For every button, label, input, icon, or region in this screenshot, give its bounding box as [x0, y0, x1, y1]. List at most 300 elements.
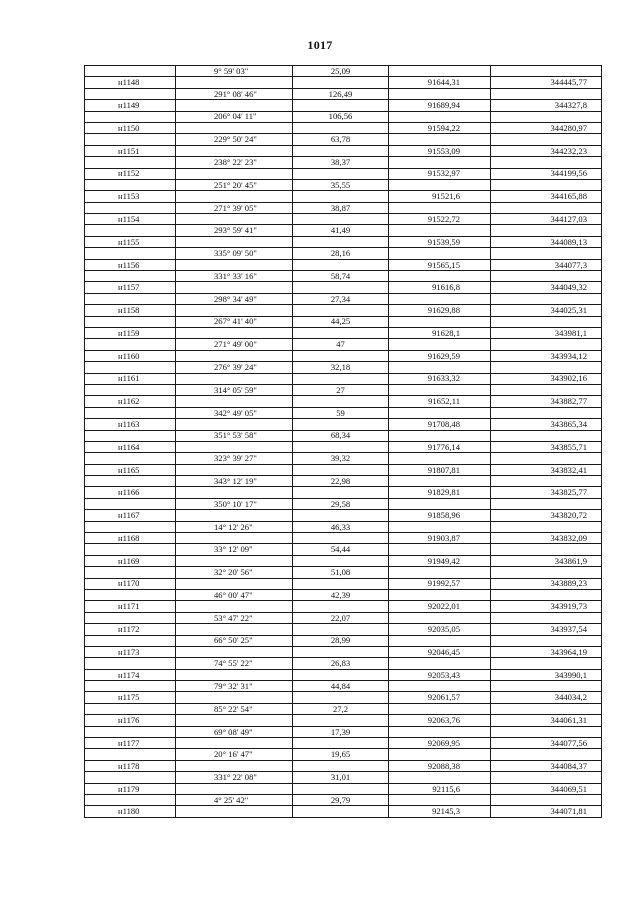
point-cell — [85, 66, 176, 77]
point-row — [85, 578, 602, 589]
y-cell — [491, 703, 602, 714]
point-cell — [85, 271, 176, 282]
distance-cell — [293, 624, 389, 635]
point-name: н1168 — [85, 533, 176, 544]
y-coordinate: 344199,56 — [491, 168, 602, 179]
y-cell — [491, 567, 602, 578]
segment-distance: 27,34 — [293, 293, 389, 304]
point-cell — [85, 544, 176, 555]
direction-angle: 351° 53' 58" — [176, 430, 293, 441]
x-coordinate: 91539,59 — [389, 236, 491, 247]
point-name: н1159 — [85, 327, 176, 338]
angle-cell — [176, 122, 293, 133]
distance-cell — [293, 760, 389, 771]
y-cell — [491, 316, 602, 327]
point-cell — [85, 111, 176, 122]
angle-cell — [176, 487, 293, 498]
x-cell — [389, 339, 491, 350]
angle-cell — [176, 259, 293, 270]
x-cell — [389, 88, 491, 99]
direction-angle: 323° 39' 27" — [176, 453, 293, 464]
segment-distance: 27 — [293, 384, 389, 395]
segment-row — [85, 430, 602, 441]
x-cell — [389, 248, 491, 259]
x-coordinate: 91521,6 — [389, 191, 491, 202]
point-cell — [85, 612, 176, 623]
segment-distance: 28,16 — [293, 248, 389, 259]
y-coordinate: 344077,56 — [491, 738, 602, 749]
x-coordinate: 91708,48 — [389, 419, 491, 430]
y-coordinate: 344084,37 — [491, 760, 602, 771]
angle-cell — [176, 236, 293, 247]
direction-angle: 267° 41' 40" — [176, 316, 293, 327]
angle-cell — [176, 191, 293, 202]
distance-cell — [293, 145, 389, 156]
distance-cell — [293, 738, 389, 749]
angle-cell — [176, 327, 293, 338]
point-row — [85, 373, 602, 384]
x-cell — [389, 703, 491, 714]
point-cell — [85, 134, 176, 145]
y-cell — [491, 66, 602, 77]
direction-angle: 342° 49' 05" — [176, 407, 293, 418]
distance-cell — [293, 783, 389, 794]
segment-row — [85, 202, 602, 213]
x-coordinate: 92069,95 — [389, 738, 491, 749]
direction-angle: 69° 08' 49" — [176, 726, 293, 737]
y-cell — [491, 430, 602, 441]
angle-cell — [176, 601, 293, 612]
x-cell — [389, 795, 491, 806]
y-coordinate: 344071,81 — [491, 806, 602, 817]
y-coordinate: 344061,31 — [491, 715, 602, 726]
point-row — [85, 624, 602, 635]
coordinates-table — [84, 65, 602, 818]
point-row — [85, 168, 602, 179]
y-cell — [491, 248, 602, 259]
point-name: н1166 — [85, 487, 176, 498]
direction-angle: 66° 50' 25" — [176, 635, 293, 646]
point-name: н1170 — [85, 578, 176, 589]
point-name: н1165 — [85, 464, 176, 475]
segment-distance: 35,55 — [293, 179, 389, 190]
x-cell — [389, 749, 491, 760]
direction-angle: 350° 10' 17" — [176, 498, 293, 509]
point-row — [85, 350, 602, 361]
point-row — [85, 214, 602, 225]
y-coordinate: 344034,2 — [491, 692, 602, 703]
segment-distance: 27,2 — [293, 703, 389, 714]
segment-distance: 32,18 — [293, 362, 389, 373]
segment-row — [85, 339, 602, 350]
distance-cell — [293, 214, 389, 225]
y-coordinate: 344445,77 — [491, 77, 602, 88]
point-cell — [85, 521, 176, 532]
angle-cell — [176, 100, 293, 111]
y-coordinate: 343902,16 — [491, 373, 602, 384]
distance-cell — [293, 510, 389, 521]
y-cell — [491, 134, 602, 145]
y-coordinate: 343820,72 — [491, 510, 602, 521]
x-coordinate: 92061,57 — [389, 692, 491, 703]
angle-cell — [176, 555, 293, 566]
angle-cell — [176, 282, 293, 293]
distance-cell — [293, 236, 389, 247]
x-cell — [389, 498, 491, 509]
direction-angle: 314° 05' 59" — [176, 384, 293, 395]
segment-row — [85, 726, 602, 737]
point-row — [85, 327, 602, 338]
point-name: н1156 — [85, 259, 176, 270]
segment-row — [85, 795, 602, 806]
angle-cell — [176, 373, 293, 384]
x-cell — [389, 635, 491, 646]
point-name: н1158 — [85, 305, 176, 316]
point-name: н1152 — [85, 168, 176, 179]
y-coordinate: 344165,88 — [491, 191, 602, 202]
y-cell — [491, 795, 602, 806]
point-cell — [85, 589, 176, 600]
point-cell — [85, 407, 176, 418]
point-name: н1150 — [85, 122, 176, 133]
y-coordinate: 343981,1 — [491, 327, 602, 338]
point-row — [85, 715, 602, 726]
point-row — [85, 533, 602, 544]
x-coordinate: 91807,81 — [389, 464, 491, 475]
y-cell — [491, 271, 602, 282]
x-cell — [389, 453, 491, 464]
page-number: 1017 — [307, 38, 333, 52]
segment-distance: 68,34 — [293, 430, 389, 441]
point-row — [85, 783, 602, 794]
segment-distance: 59 — [293, 407, 389, 418]
x-coordinate: 91522,72 — [389, 214, 491, 225]
angle-cell — [176, 646, 293, 657]
point-name: н1177 — [85, 738, 176, 749]
point-row — [85, 419, 602, 430]
point-row — [85, 282, 602, 293]
point-cell — [85, 476, 176, 487]
angle-cell — [176, 145, 293, 156]
distance-cell — [293, 305, 389, 316]
point-name: н1172 — [85, 624, 176, 635]
point-name: н1180 — [85, 806, 176, 817]
segment-distance: 26,83 — [293, 658, 389, 669]
point-name: н1169 — [85, 555, 176, 566]
point-cell — [85, 316, 176, 327]
segment-row — [85, 225, 602, 236]
distance-cell — [293, 464, 389, 475]
distance-cell — [293, 806, 389, 817]
y-cell — [491, 293, 602, 304]
point-row — [85, 464, 602, 475]
segment-row — [85, 316, 602, 327]
segment-row — [85, 681, 602, 692]
segment-distance: 63,78 — [293, 134, 389, 145]
y-cell — [491, 521, 602, 532]
x-coordinate: 91829,81 — [389, 487, 491, 498]
segment-row — [85, 362, 602, 373]
point-cell — [85, 225, 176, 236]
point-name: н1173 — [85, 646, 176, 657]
x-cell — [389, 202, 491, 213]
x-coordinate: 91992,57 — [389, 578, 491, 589]
y-coordinate: 344232,23 — [491, 145, 602, 156]
x-coordinate: 91949,42 — [389, 555, 491, 566]
y-coordinate: 343934,12 — [491, 350, 602, 361]
point-cell — [85, 157, 176, 168]
coordinates-table-body — [85, 66, 602, 818]
x-coordinate: 92035,05 — [389, 624, 491, 635]
y-coordinate: 344089,13 — [491, 236, 602, 247]
point-cell — [85, 362, 176, 373]
segment-distance: 51,08 — [293, 567, 389, 578]
segment-distance: 47 — [293, 339, 389, 350]
y-coordinate: 343865,34 — [491, 419, 602, 430]
angle-cell — [176, 669, 293, 680]
point-cell — [85, 293, 176, 304]
point-name: н1163 — [85, 419, 176, 430]
direction-angle: 271° 39' 05" — [176, 202, 293, 213]
angle-cell — [176, 441, 293, 452]
point-name: н1164 — [85, 441, 176, 452]
point-cell — [85, 248, 176, 259]
x-cell — [389, 612, 491, 623]
direction-angle: 291° 08' 46" — [176, 88, 293, 99]
y-cell — [491, 407, 602, 418]
x-coordinate: 92115,6 — [389, 783, 491, 794]
direction-angle: 335° 09' 50" — [176, 248, 293, 259]
segment-distance: 58,74 — [293, 271, 389, 282]
distance-cell — [293, 578, 389, 589]
segment-distance: 38,87 — [293, 202, 389, 213]
direction-angle: 46° 00' 47" — [176, 589, 293, 600]
y-cell — [491, 339, 602, 350]
point-name: н1162 — [85, 396, 176, 407]
segment-distance: 22,07 — [293, 612, 389, 623]
x-cell — [389, 772, 491, 783]
x-coordinate: 91629,59 — [389, 350, 491, 361]
x-coordinate: 92145,3 — [389, 806, 491, 817]
segment-row — [85, 179, 602, 190]
segment-distance: 29,58 — [293, 498, 389, 509]
point-cell — [85, 635, 176, 646]
y-coordinate: 344025,31 — [491, 305, 602, 316]
y-cell — [491, 658, 602, 669]
distance-cell — [293, 692, 389, 703]
point-row — [85, 259, 602, 270]
segment-distance: 38,37 — [293, 157, 389, 168]
x-coordinate: 91776,14 — [389, 441, 491, 452]
point-name: н1155 — [85, 236, 176, 247]
segment-distance: 46,33 — [293, 521, 389, 532]
segment-row — [85, 749, 602, 760]
distance-cell — [293, 122, 389, 133]
segment-distance: 28,99 — [293, 635, 389, 646]
x-coordinate: 92022,01 — [389, 601, 491, 612]
y-coordinate: 343855,71 — [491, 441, 602, 452]
point-row — [85, 77, 602, 88]
x-cell — [389, 157, 491, 168]
point-name: н1157 — [85, 282, 176, 293]
distance-cell — [293, 646, 389, 657]
segment-row — [85, 498, 602, 509]
point-row — [85, 145, 602, 156]
segment-distance: 41,49 — [293, 225, 389, 236]
point-cell — [85, 88, 176, 99]
segment-distance: 44,84 — [293, 681, 389, 692]
point-cell — [85, 681, 176, 692]
angle-cell — [176, 77, 293, 88]
segment-row — [85, 476, 602, 487]
point-row — [85, 760, 602, 771]
angle-cell — [176, 578, 293, 589]
point-row — [85, 191, 602, 202]
segment-distance: 29,79 — [293, 795, 389, 806]
x-coordinate: 91903,87 — [389, 533, 491, 544]
point-name: н1153 — [85, 191, 176, 202]
point-row — [85, 738, 602, 749]
point-name: н1171 — [85, 601, 176, 612]
angle-cell — [176, 533, 293, 544]
y-cell — [491, 726, 602, 737]
x-coordinate: 91633,32 — [389, 373, 491, 384]
y-cell — [491, 225, 602, 236]
y-coordinate: 343832,09 — [491, 533, 602, 544]
y-cell — [491, 111, 602, 122]
distance-cell — [293, 100, 389, 111]
point-row — [85, 441, 602, 452]
coordinates-table-container — [84, 65, 601, 818]
y-coordinate: 343964,19 — [491, 646, 602, 657]
point-cell — [85, 384, 176, 395]
y-coordinate: 343825,77 — [491, 487, 602, 498]
x-cell — [389, 521, 491, 532]
distance-cell: 25,09 — [293, 66, 389, 77]
point-row — [85, 100, 602, 111]
segment-distance: 106,56 — [293, 111, 389, 122]
direction-angle: 293° 59' 41" — [176, 225, 293, 236]
point-row — [85, 646, 602, 657]
x-coordinate: 91594,22 — [389, 122, 491, 133]
point-name: н1175 — [85, 692, 176, 703]
distance-cell — [293, 533, 389, 544]
segment-row — [85, 407, 602, 418]
direction-angle: 229° 50' 24" — [176, 134, 293, 145]
angle-cell — [176, 396, 293, 407]
point-row — [85, 510, 602, 521]
point-row — [85, 692, 602, 703]
distance-cell — [293, 487, 389, 498]
point-cell — [85, 202, 176, 213]
angle-cell — [176, 214, 293, 225]
x-cell — [389, 316, 491, 327]
distance-cell — [293, 327, 389, 338]
y-cell — [491, 635, 602, 646]
angle-cell — [176, 715, 293, 726]
distance-cell — [293, 419, 389, 430]
point-name: н1167 — [85, 510, 176, 521]
distance-cell — [293, 282, 389, 293]
segment-row — [85, 271, 602, 282]
x-cell — [389, 589, 491, 600]
point-name: н1154 — [85, 214, 176, 225]
point-name: н1161 — [85, 373, 176, 384]
x-cell — [389, 362, 491, 373]
segment-distance: 42,39 — [293, 589, 389, 600]
distance-cell — [293, 77, 389, 88]
point-row — [85, 806, 602, 817]
y-cell — [491, 476, 602, 487]
y-coordinate: 344077,3 — [491, 259, 602, 270]
angle-cell — [176, 783, 293, 794]
direction-angle: 298° 34' 49" — [176, 293, 293, 304]
x-coordinate: 91565,15 — [389, 259, 491, 270]
direction-angle: 79° 32' 31" — [176, 681, 293, 692]
y-coordinate: 343889,23 — [491, 578, 602, 589]
x-coordinate: 91652,11 — [389, 396, 491, 407]
point-row — [85, 601, 602, 612]
y-cell — [491, 498, 602, 509]
distance-cell — [293, 350, 389, 361]
angle-cell — [176, 305, 293, 316]
distance-cell — [293, 373, 389, 384]
x-coordinate: 91858,96 — [389, 510, 491, 521]
x-coordinate: 91532,97 — [389, 168, 491, 179]
point-name: н1179 — [85, 783, 176, 794]
distance-cell — [293, 441, 389, 452]
angle-cell — [176, 510, 293, 521]
y-coordinate: 343882,77 — [491, 396, 602, 407]
point-name: н1149 — [85, 100, 176, 111]
x-cell — [389, 134, 491, 145]
x-coordinate: 91644,31 — [389, 77, 491, 88]
y-coordinate: 343861,9 — [491, 555, 602, 566]
distance-cell — [293, 715, 389, 726]
point-cell — [85, 339, 176, 350]
y-coordinate: 344127,03 — [491, 214, 602, 225]
point-cell — [85, 179, 176, 190]
point-cell — [85, 567, 176, 578]
y-coordinate: 344069,51 — [491, 783, 602, 794]
direction-angle: 271° 49' 00" — [176, 339, 293, 350]
segment-distance: 22,98 — [293, 476, 389, 487]
angle-cell — [176, 350, 293, 361]
segment-row — [85, 612, 602, 623]
point-cell — [85, 498, 176, 509]
x-coordinate: 91628,1 — [389, 327, 491, 338]
direction-angle: 331° 33' 16" — [176, 271, 293, 282]
x-cell — [389, 225, 491, 236]
angle-cell — [176, 806, 293, 817]
segment-row — [85, 66, 602, 77]
distance-cell — [293, 396, 389, 407]
direction-angle: 343° 12' 19" — [176, 476, 293, 487]
distance-cell — [293, 669, 389, 680]
point-name: н1174 — [85, 669, 176, 680]
x-coordinate: 91689,94 — [389, 100, 491, 111]
y-cell — [491, 681, 602, 692]
angle-cell — [176, 419, 293, 430]
segment-distance: 19,65 — [293, 749, 389, 760]
direction-angle: 276° 39' 24" — [176, 362, 293, 373]
point-name: н1151 — [85, 145, 176, 156]
direction-angle: 4° 25' 42" — [176, 795, 293, 806]
x-cell — [389, 293, 491, 304]
segment-row — [85, 88, 602, 99]
direction-angle: 331° 22' 08" — [176, 772, 293, 783]
x-cell — [389, 544, 491, 555]
